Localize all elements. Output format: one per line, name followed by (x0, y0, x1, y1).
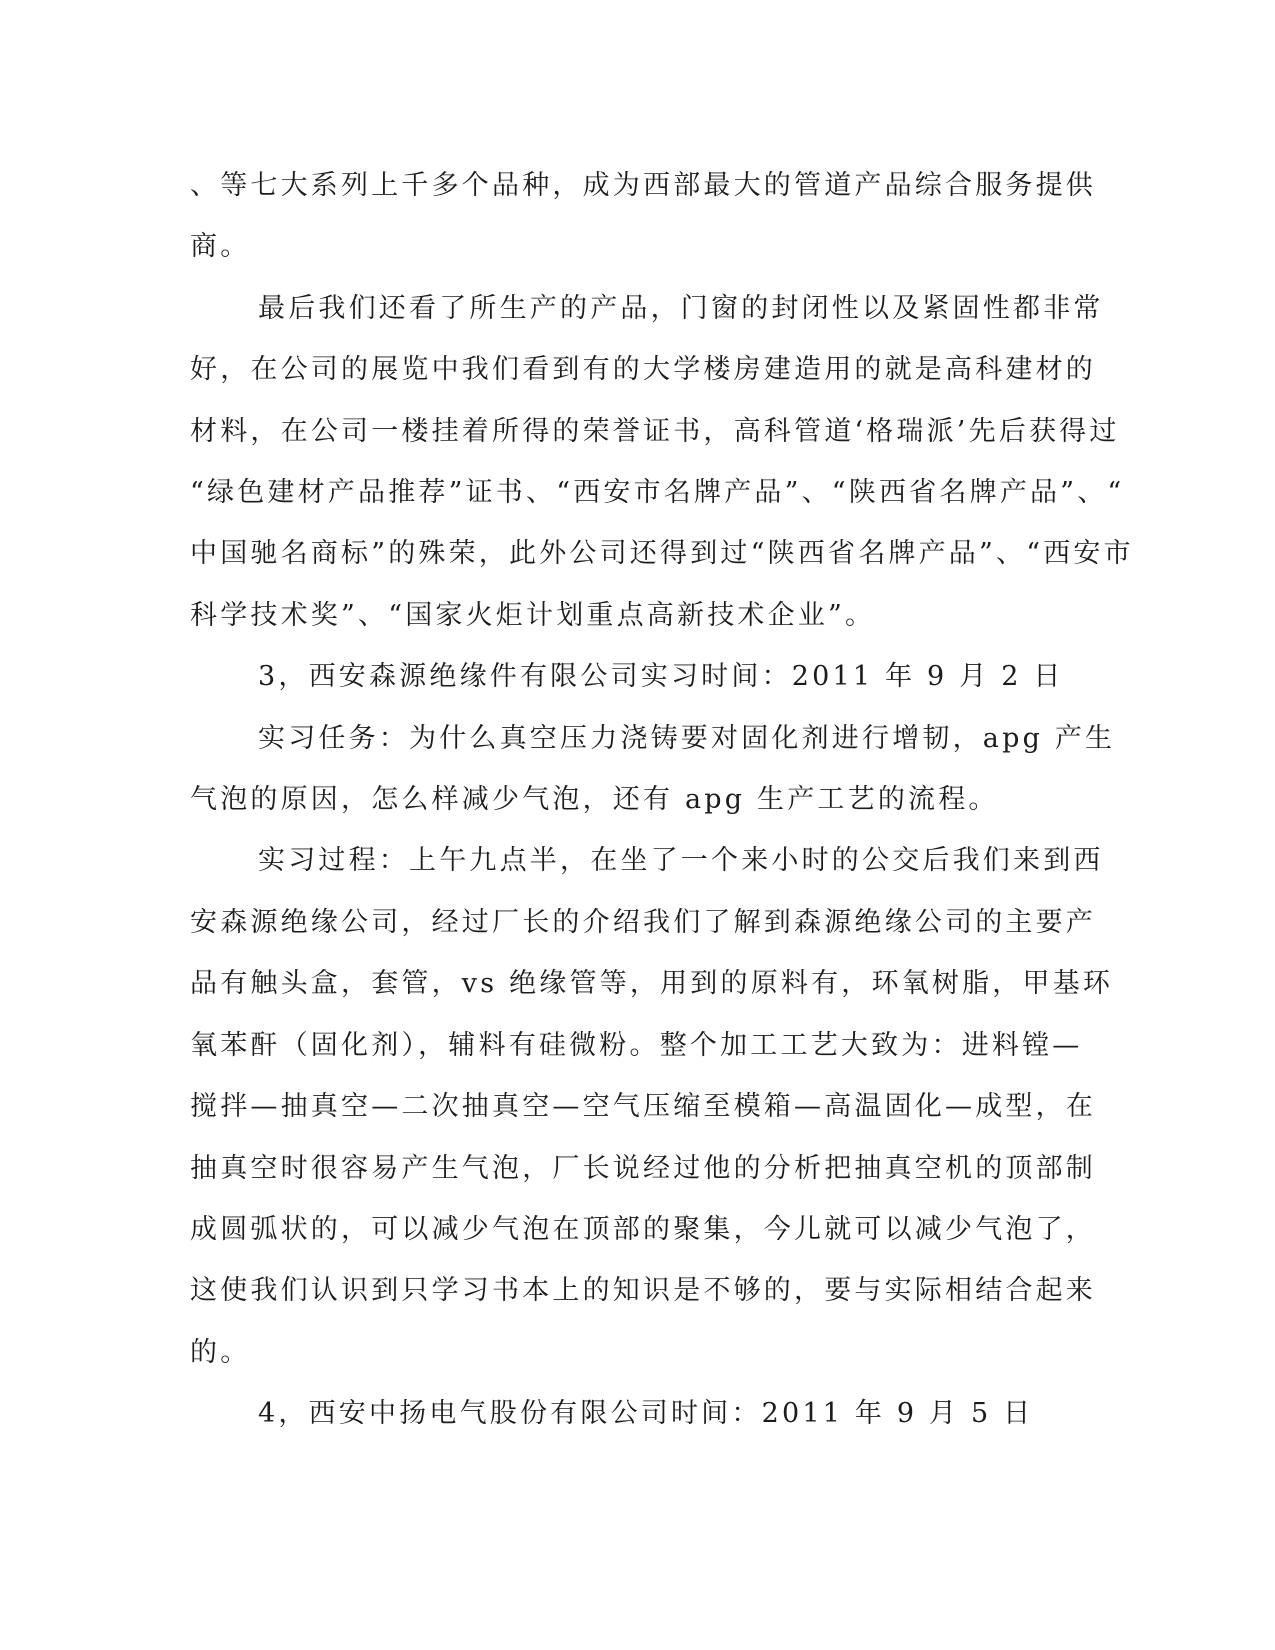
text-line: 气泡的原因，怎么样减少气泡，还有 apg 生产工艺的流程。 (190, 784, 999, 816)
text-line: 这使我们认识到只学习书本上的知识是不够的，要与实际相结合起来 (190, 1275, 1096, 1307)
text-line: 的。 (190, 1336, 251, 1368)
text-line: 中国驰名商标”的殊荣，此外公司还得到过“陕西省名牌产品”、“西安市 (190, 538, 1134, 570)
text-line: 抽真空时很容易产生气泡，厂长说经过他的分析把抽真空机的顶部制 (190, 1152, 1096, 1184)
paragraph-start-line: 实习任务：为什么真空压力浇铸要对固化剂进行增韧，apg 产生 (258, 722, 1116, 754)
text-line: 好，在公司的展览中我们看到有的大学楼房建造用的就是高科建材的 (190, 354, 1096, 386)
text-line: 成圆弧状的，可以减少气泡在顶部的聚集，今儿就可以减少气泡了， (190, 1213, 1096, 1245)
text-line: 材料，在公司一楼挂着所得的荣誉证书，高科管道‘格瑞派’先后获得过 (190, 415, 1120, 447)
text-line: 安森源绝缘公司，经过厂长的介绍我们了解到森源绝缘公司的主要产 (190, 906, 1096, 938)
paragraph-start-line: 最后我们还看了所生产的产品，门窗的封闭性以及紧固性都非常 (258, 292, 1104, 324)
text-line: 科学技术奖”、“国家火炬计划重点高新技术企业”。 (190, 599, 876, 631)
document-body (190, 155, 1134, 1445)
paragraph-start-line: 实习过程：上午九点半，在坐了一个来小时的公交后我们来到西 (258, 845, 1104, 877)
section-heading-4: 4，西安中扬电气股份有限公司时间：2011 年 9 月 5 日 (258, 1398, 1034, 1430)
text-line: 商。 (190, 231, 251, 263)
text-line: 搅拌—抽真空—二次抽真空—空气压缩至模箱—高温固化—成型，在 (190, 1091, 1096, 1123)
text-line: 品有触头盒，套管，vs 绝缘管等，用到的原料有，环氧树脂，甲基环 (190, 968, 1114, 1000)
text-line: “绿色建材产品推荐”证书、“西安市名牌产品”、“陕西省名牌产品”、“ (190, 477, 1125, 509)
text-line: 氧苯酐（固化剂），辅料有硅微粉。整个加工工艺大致为：进料镗— (190, 1029, 1083, 1061)
text-line: 、等七大系列上千多个品种，成为西部最大的管道产品综合服务提供 (190, 170, 1096, 201)
section-heading-3: 3，西安森源绝缘件有限公司实习时间：2011 年 9 月 2 日 (258, 661, 1064, 693)
